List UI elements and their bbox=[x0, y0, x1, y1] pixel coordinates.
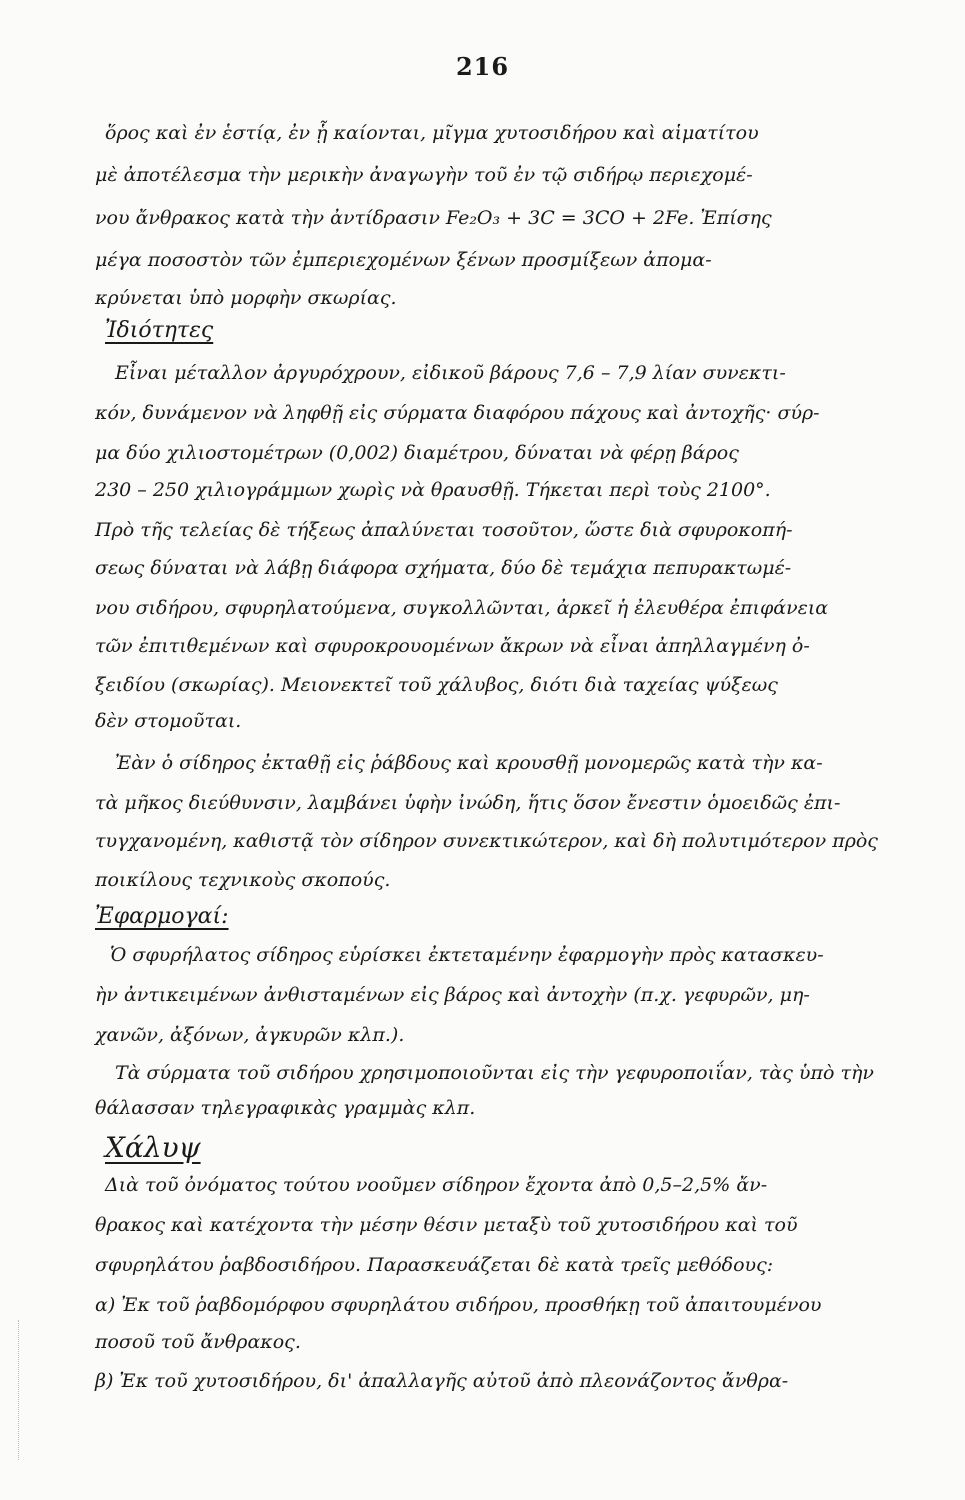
text-line: κρύνεται ὑπὸ μορφὴν σκωρίας. bbox=[95, 287, 397, 309]
text-line: δὲν στομοῦται. bbox=[95, 710, 242, 732]
text-line: τῶν ἐπιτιθεμένων καὶ σφυροκρουομένων ἄκρων νὰ εἶναι ἀπηλλαγμένη ὀ- bbox=[95, 635, 810, 657]
text-line: ποικίλους τεχνικοὺς σκοπούς. bbox=[95, 869, 391, 891]
text-line: μέγα ποσοστὸν τῶν ἐμπεριεχομένων ξένων προσμίξεων ἀπομα- bbox=[95, 249, 712, 271]
text-line: σεως δύναται νὰ λάβῃ διάφορα σχήματα, δύο δὲ τεμάχια πεπυρακτωμέ- bbox=[95, 557, 792, 579]
text-line: Εἶναι μέταλλον ἀργυρόχρουν, εἰδικοῦ βάρους 7,6 – 7,9 λίαν συνεκτι- bbox=[115, 362, 786, 384]
section-heading: Χάλυψ bbox=[105, 1131, 201, 1164]
text-line: θάλασσαν τηλεγραφικὰς γραμμὰς κλπ. bbox=[95, 1097, 476, 1119]
text-line: α) Ἐκ τοῦ ῥαβδομόρφου σφυρηλάτου σιδήρου, προσθήκῃ τοῦ ἀπαιτουμένου bbox=[95, 1294, 822, 1316]
text-line: Τὰ σύρματα τοῦ σιδήρου χρησιμοποιοῦνται εἰς τὴν γεφυροποιΐαν, τὰς ὑπὸ τὴν bbox=[115, 1062, 874, 1084]
section-heading: Ἰδιότητες bbox=[105, 318, 214, 343]
text-line: νου σιδήρου, σφυρηλατούμενα, συγκολλῶνται, ἀρκεῖ ἡ ἐλευθέρα ἐπιφάνεια bbox=[95, 597, 829, 619]
text-line: ποσοῦ τοῦ ἄνθρακος. bbox=[95, 1331, 301, 1353]
text-line: Πρὸ τῆς τελείας δὲ τήξεως ἀπαλύνεται τοσοῦτον, ὥστε διὰ σφυροκοπή- bbox=[95, 519, 793, 541]
text-line: σφυρηλάτου ῥαβδοσιδήρου. Παρασκευάζεται δὲ κατὰ τρεῖς μεθόδους: bbox=[95, 1254, 774, 1276]
text-line: χανῶν, ἀξόνων, ἀγκυρῶν κλπ.). bbox=[95, 1024, 405, 1046]
text-line: μα δύο χιλιοστομέτρων (0,002) διαμέτρου, δύναται νὰ φέρῃ βάρος bbox=[95, 442, 739, 464]
page-number: 216 bbox=[455, 52, 510, 81]
text-line: θρακος καὶ κατέχοντα τὴν μέσην θέσιν μεταξὺ τοῦ χυτοσιδήρου καὶ τοῦ bbox=[95, 1214, 798, 1236]
text-line: τὰ μῆκος διεύθυνσιν, λαμβάνει ὑφὴν ἰνώδη, ἥτις ὅσον ἔνεστιν ὁμοειδῶς ἐπι- bbox=[95, 792, 841, 814]
text-line: ξειδίου (σκωρίας). Μειονεκτεῖ τοῦ χάλυβος, διότι διὰ ταχείας ψύξεως bbox=[95, 674, 778, 696]
text-line: Διὰ τοῦ ὀνόματος τούτου νοοῦμεν σίδηρον ἔχοντα ἀπὸ 0,5–2,5% ἄν- bbox=[105, 1174, 768, 1196]
section-heading: Ἐφαρμογαί: bbox=[95, 904, 229, 929]
margin-stamp bbox=[0, 1320, 19, 1460]
text-line: τυγχανομένη, καθιστᾷ τὸν σίδηρον συνεκτικώτερον, καὶ δὴ πολυτιμότερον πρὸς bbox=[95, 830, 878, 852]
text-line: ὴν ἀντικειμένων ἀνθισταμένων εἰς βάρος καὶ ἀντοχὴν (π.χ. γεφυρῶν, μη- bbox=[95, 984, 810, 1006]
text-line: Ἐὰν ὁ σίδηρος ἐκταθῇ εἰς ῥάβδους καὶ κρουσθῇ μονομερῶς κατὰ τὴν κα- bbox=[115, 752, 823, 774]
text-line: β) Ἐκ τοῦ χυτοσιδήρου, δι' ἀπαλλαγῆς αὐτοῦ ἀπὸ πλεονάζοντος ἄνθρα- bbox=[95, 1370, 789, 1392]
text-line: Ὁ σφυρήλατος σίδηρος εὑρίσκει ἐκτεταμένην ἐφαρμογὴν πρὸς κατασκευ- bbox=[110, 944, 824, 966]
text-line: 230 – 250 χιλιογράμμων χωρὶς νὰ θραυσθῇ. Τήκεται περὶ τοὺς 2100°. bbox=[95, 479, 771, 501]
text-line: ὅρος καὶ ἐν ἑστίᾳ, ἐν ᾗ καίονται, μῖγμα χυτοσιδήρου καὶ αἱματίτου bbox=[105, 122, 759, 144]
text-line: κόν, δυνάμενον νὰ ληφθῇ εἰς σύρματα διαφόρου πάχους καὶ ἀντοχῆς· σύρ- bbox=[95, 402, 820, 424]
text-line: νου ἄνθρακος κατὰ τὴν ἀντίδρασιν Fe₂O₃ + 3C = 3CO + 2Fe. Ἐπίσης bbox=[95, 207, 772, 229]
text-line: μὲ ἀποτέλεσμα τὴν μερικὴν ἀναγωγὴν τοῦ ἐν τῷ σιδήρῳ περιεχομέ- bbox=[95, 164, 753, 186]
